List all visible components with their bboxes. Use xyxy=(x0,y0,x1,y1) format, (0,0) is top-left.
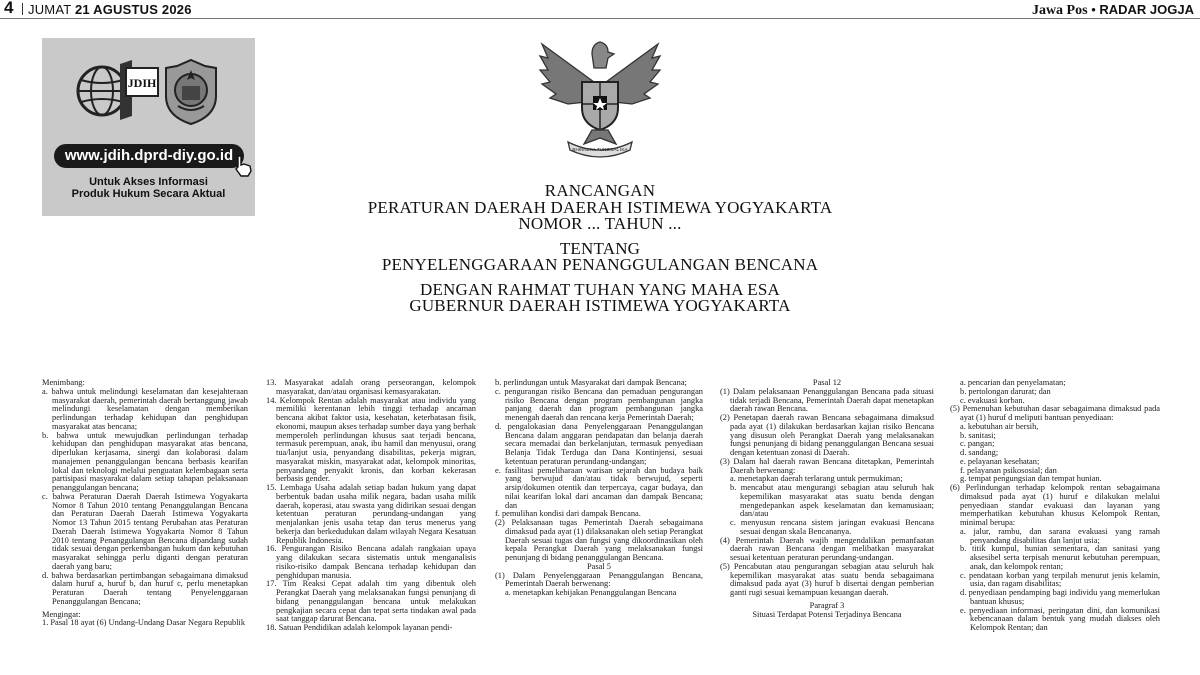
paragraph: a. kebutuhan air bersih, xyxy=(960,421,1039,431)
title-rancangan: RANCANGAN xyxy=(544,181,656,200)
paragraph: 15. Lembaga Usaha adalah setiap badan hukum yang dapat berbentuk badan usaha milik negara, badan usaha milik daerah, koperasi, atau swasta yang didirikan sesuai dengan ketentuan peraturan perundang-undangan yang menjalankan jenis usaha tetap dan terus menerus yang bekerja dan berkedudukan dalam wilayah Negara Kesatuan Republik Indonesia. xyxy=(266,483,476,545)
jdih-globe-logo-icon xyxy=(72,56,160,126)
paragraph: e. fasilitasi pemeliharaan warisan sejarah dan budaya baik yang berwujud dan/atau tidak berwujud, seperti arsip/dokumen otentik dan terpercaya, cagar budaya, dan nilai kearifan lokal dari ancaman dan dampak Bencana; dan xyxy=(495,465,703,510)
paragraph: b. bahwa untuk mewujudkan perlindungan terhadap kehidupan dan penghidupan masyarakat atas bencana, diperlukan kerjasama, sinergi dan kolaborasi dalam manajemen penanggulangan bencana berbasis kearifan lokal dan teknologi melalui penguatan kelembagaan serta partisipasi masyarakat dalam setiap tahapan pelaksanaan penanggulangan bencana; xyxy=(42,430,248,492)
title-tentang: TENTANG xyxy=(559,238,641,258)
paragraph: c. evakuasi korban. xyxy=(960,395,1025,405)
paragraph: c. menyusun rencana sistem jaringan evakuasi Bencana sesuai dengan skala Bencananya. xyxy=(730,518,934,536)
paragraph: b. perlindungan untuk Masyarakat dari dampak Bencana; xyxy=(495,379,687,387)
diy-seal-icon xyxy=(160,56,222,128)
paragraph: c. pengurangan risiko Bencana dan pemaduan pengurangan risiko Bencana dengan program pembangunan jangka panjang daerah dan program pembangunan jangka menengah daerah dan rencana kerja Pemerintah Daerah; xyxy=(495,386,703,422)
paragraph: 18. Satuan Pendidikan adalah kelompok layanan pendi- xyxy=(266,623,453,632)
paragraph: d. penyediaan pendamping bagi individu yang memerlukan bantuan khusus; xyxy=(960,588,1160,606)
paragraph: Mengingat: xyxy=(42,609,81,619)
paragraph: c. bahwa Peraturan Daerah Daerah Istimewa Yogyakarta Nomor 8 Tahun 2010 tentang Penanggulangan Bencana dan Peraturan Daerah Daerah Istimewa Yogyakarta Nomor 13 Tahun 2015 tentang Perubahan atas Peraturan Daerah Daerah Istimewa Yogyakarta Nomor 8 Tahun 2010 tentang Penanggulangan Bencana dipandang sudah tidak sesuai dengan perkembangan hukum dan kebutuhan masyarakat sehingga perlu diganti dengan peraturan daerah yang baru; xyxy=(42,491,248,571)
ad-caption-line2: Produk Hukum Secara Aktual xyxy=(71,188,226,200)
title-number: NOMOR ... TAHUN ... xyxy=(518,214,682,233)
paragraph: 17. Tim Reaksi Cepat adalah tim yang dibentuk oleh Perangkat Daerah yang melaksanakan fungsi penunjang di bidang penanggulangan bencana untuk melakukan pengkajian secara cepat dan tepat serta tindakan awal pada saat tanggap darurat Bencana. xyxy=(266,579,476,624)
text-column-1 xyxy=(42,379,248,675)
paragraph: b. titik kumpul, hunian sementara, dan sanitasi yang aksesibel serta terpisah menurut kebutuhan perempuan, anak, dan kelompok rentan; xyxy=(960,544,1160,571)
newspaper-brand xyxy=(1032,2,1194,19)
text-column-3 xyxy=(495,379,703,675)
paragraph: (3) Dalam hal daerah rawan Bencana ditetapkan, Pemerintah Daerah berwenang: xyxy=(720,456,934,475)
paragraph: c. pangan; xyxy=(960,439,995,449)
paragraph: c. pendataan korban yang terpilah menurut jenis kelamin, usia, dan ragam disabilitas; xyxy=(960,570,1160,589)
paragraph: (2) Penetapan daerah rawan Bencana sebagaimana dimaksud pada ayat (1) dilakukan berdasarkan kajian risiko Bencana yang disusun oleh Perangkat Daerah yang melaksanakan fungsi penunjang di bidang penanggulangan Bencana sesuai dengan ketentuan zonasi di Daerah. xyxy=(720,413,934,457)
page-header xyxy=(0,0,1200,19)
paragraph: (2) Pelaksanaan tugas Pemerintah Daerah sebagaimana dimaksud pada ayat (1) dilaksanakan oleh setiap Perangkat Daerah sesuai tugas dan fungsi yang dikoordinasikan oleh kepala Perangkat Daerah yang melaksanakan fungsi penunjang di bidang penanggulangan Bencana. xyxy=(495,518,703,562)
paragraph: (5) Pencabutan atau pengurangan sebagian atau seluruh hak kepemilikan masyarakat atas suatu benda sebagaimana dimaksud pada ayat (3) huruf b disertai dengan pemberian ganti rugi sesuai kemampuan keuangan daerah. xyxy=(720,561,934,597)
paragraph: Situasi Terdapat Potensi Terjadinya Bencana xyxy=(752,609,902,619)
paragraph: d. sandang; xyxy=(960,448,999,457)
paragraph: a. pencarian dan penyelamatan; xyxy=(960,379,1066,387)
jdih-url-link[interactable]: www.jdih.dprd-diy.go.id xyxy=(54,144,244,168)
paragraph: b. pertolongan darurat; dan xyxy=(960,386,1051,396)
ad-caption-line1: Untuk Akses Informasi xyxy=(89,176,208,188)
paragraph: a. menetapkan kebijakan Penanggulangan Bencana xyxy=(505,588,677,597)
paragraph: a. menetapkan daerah terlarang untuk permukiman; xyxy=(730,474,903,484)
issue-day: JUMAT xyxy=(28,2,72,17)
paragraph: d. bahwa berdasarkan pertimbangan sebagaimana dimaksud dalam huruf a, huruf b, dan huruf c, perlu menetapkan Peraturan Daerah tentang Penyelenggaraan Penanggulangan Bencana; xyxy=(42,570,248,606)
brand-main: Jawa Pos xyxy=(1031,3,1088,18)
paragraph: Menimbang: xyxy=(42,379,85,387)
paragraph: g. tempat pengungsian dan tempat hunian. xyxy=(960,474,1102,484)
jdih-logo-text: JDIH xyxy=(127,76,157,90)
paragraph: f. pelayanan psikososial; dan xyxy=(960,465,1057,475)
hand-cursor-icon xyxy=(232,154,254,178)
paragraph: Paragraf 3 xyxy=(809,600,845,610)
title-governor: GUBERNUR DAERAH ISTIMEWA YOGYAKARTA xyxy=(409,296,791,315)
paragraph: f. pemulihan kondisi dari dampak Bencana. xyxy=(495,509,641,519)
title-preamble: DENGAN RAHMAT TUHAN YANG MAHA ESA xyxy=(420,279,780,299)
ad-caption xyxy=(42,176,255,200)
text-column-5 xyxy=(950,379,1160,675)
paragraph: (4) Pemerintah Daerah wajib mengendalikan pemanfaatan daerah rawan Bencana dengan melibatkan masyarakat sesuai ketentuan peraturan perundang-undangan. xyxy=(720,535,934,562)
garuda-motto: BHINNEKA TUNGGAL IKA xyxy=(572,147,628,152)
header-divider xyxy=(22,3,23,15)
paragraph: 13. Masyarakat adalah orang perseorangan, kelompok masyarakat, dan/atau organisasi kemasyarakatan. xyxy=(266,379,476,396)
brand-dot: • xyxy=(1091,2,1096,17)
paragraph: b. mencabut atau mengurangi sebagian atau seluruh hak kepemilikan masyarakat atas suatu benda dengan mengedepankan aspek keselamatan dan kemanusiaan; dan/atau xyxy=(730,483,934,519)
paragraph: 1. Pasal 18 ayat (6) Undang-Undang Dasar Negara Republik xyxy=(42,618,246,628)
issue-date xyxy=(28,2,192,17)
garuda-pancasila-emblem-icon xyxy=(532,38,668,160)
paragraph: (6) Perlindungan terhadap kelompok rentan sebagaimana dimaksud pada ayat (1) huruf e dilakukan melalui penyediaan standar evakuasi dan layanan yang memperhatikan kebutuhan khusus Kelompok Rentan, minimal berupa: xyxy=(950,483,1160,527)
paragraph: a. bahwa untuk melindungi keselamatan dan kesejahteraan masyarakat daerah, pemerintah daerah bertanggung jawab melindungi keselamatan dengan memberikan perlindungan terhadap kehidupan dan penghidupan masyarakat atas bencana; xyxy=(42,386,248,431)
text-column-2 xyxy=(266,379,476,675)
page-number: 4 xyxy=(4,0,14,17)
paragraph: (1) Dalam Penyelenggaraan Penanggulangan Bencana, Pemerintah Daerah berwenang: xyxy=(495,570,703,589)
title-regulation: PERATURAN DAERAH DAERAH ISTIMEWA YOGYAKARTA xyxy=(367,197,833,217)
paragraph: (1) Dalam pelaksanaan Penanggulangan Bencana pada situasi tidak terjadi Bencana, Pemerintah Daerah dapat menetapkan daerah rawan Bencana. xyxy=(720,386,934,414)
brand-sub: RADAR JOGJA xyxy=(1099,2,1194,17)
paragraph: Pasal 12 xyxy=(812,379,842,387)
title-subject: PENYELENGGARAAN PENANGGULANGAN BENCANA xyxy=(381,255,819,274)
paragraph: 14. Kelompok Rentan adalah masyarakat atau individu yang memiliki kerentanan lebih tinggi terhadap ancaman bencana akibat faktor usia, kesehatan, keterbatasan fisik, ekonomi, maupun akses terhadap sumber daya yang berhak memperoleh perlindungan khusus saat terjadi bencana, termasuk perempuan, anak, ibu hamil dan menyusui, orang tua/lanjut usia, penyandang disabilitas, pekerja migran, masyarakat miskin, masyarakat adat, kelompok minoritas, penyandang penyakit kronis, dan korban kekerasan berbasis gender. xyxy=(266,395,476,484)
paragraph: e. pelayanan kesehatan; xyxy=(960,456,1040,466)
paragraph: (5) Pemenuhan kebutuhan dasar sebagaimana dimaksud pada ayat (1) huruf d meliputi bantuan penyediaan: xyxy=(950,404,1160,422)
text-column-4 xyxy=(720,379,934,675)
paragraph: a. jalur, rambu, dan sarana evakuasi yang ramah penyandang disabilitas dan lanjut usia; xyxy=(960,526,1160,545)
issue-date-value: 21 AGUSTUS 2026 xyxy=(74,2,192,17)
regulation-title-block xyxy=(300,183,900,315)
paragraph: d. pengalokasian dana Penyelenggaraan Penanggulangan Bencana dalam anggaran pendapatan dan belanja daerah secara memadai dan berkelanjutan, termasuk penyediaan Belanja Tidak Terduga dan Dana Kontinjensi, sesuai ketentuan peraturan perundang-undangan; xyxy=(495,421,703,466)
paragraph: b. sanitasi; xyxy=(960,430,996,440)
paragraph: 16. Pengurangan Risiko Bencana adalah rangkaian upaya yang dilakukan secara sistematis untuk menganalisis risiko-risiko dampak Bencana terhadap kehidupan dan penghidupan manusia. xyxy=(266,544,476,580)
jdih-ad-box xyxy=(42,38,255,216)
paragraph: Pasal 5 xyxy=(587,561,611,571)
paragraph: e. penyediaan informasi, peringatan dini, dan komunikasi kebencanaan dalam bentuk yang mudah diakses oleh Kelompok Rentan; dan xyxy=(960,605,1160,632)
